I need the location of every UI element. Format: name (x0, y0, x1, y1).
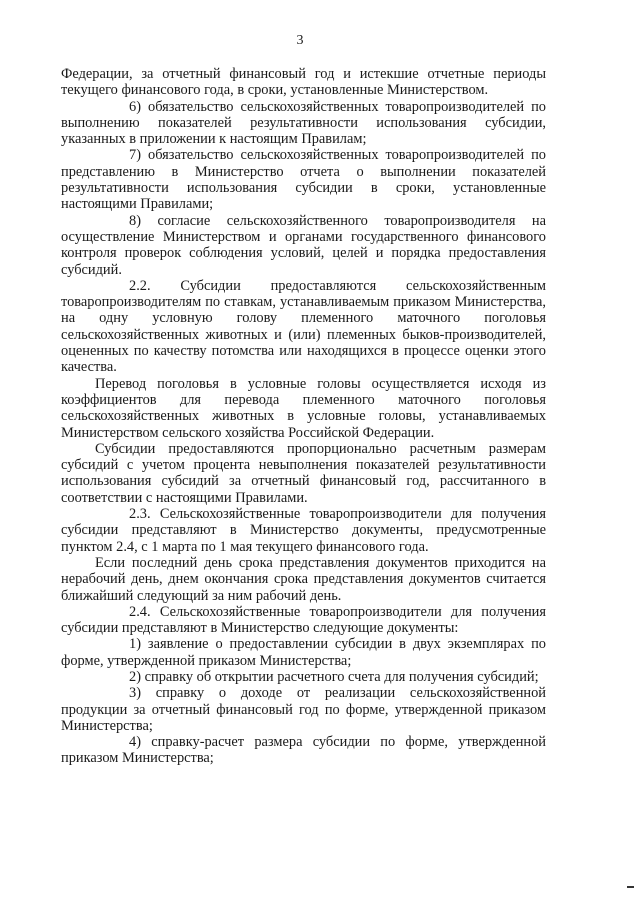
paragraph (61, 555, 546, 604)
list-item (61, 99, 546, 148)
list-item (61, 669, 546, 685)
item-number: 8) (129, 212, 141, 229)
item-text: справку о доходе от реализации сельскохозяйственной продукции за отчетный финансовый год по форме, утвержденной приказом Министерства; (61, 685, 546, 734)
item-number: 2) (129, 668, 141, 685)
list-item (61, 147, 546, 212)
clause-text: Сельскохозяйственные товаропроизводители для получения субсидии представляют в Министерство следующие документы: (61, 603, 546, 637)
clause (61, 278, 546, 376)
paragraph (61, 66, 546, 99)
item-number: 7) (129, 147, 141, 164)
item-number: 3) (129, 685, 141, 702)
clause (61, 604, 546, 637)
paragraph-text: Перевод поголовья в условные головы осуществляется исходя из коэффициентов для перевода племенного маточного поголовья сельскохозяйственных животных в условные головы, устанавливаемых Министерством сельского хозяйства Российской Федерации. (61, 375, 546, 441)
item-text: справку-расчет размера субсидии по форме, утвержденной приказом Министерства; (61, 734, 546, 767)
paragraph-text: Федерации, за отчетный финансовый год и истекшие отчетные периоды текущего финансового года, в сроки, установленные Министерством. (61, 66, 546, 99)
clause-number: 2.2. (129, 277, 151, 294)
list-item (61, 685, 546, 734)
item-text: обязательство сельскохозяйственных товаропроизводителей по выполнению показателей результативности использования субсидии, указанных в приложении к настоящим Правилам; (61, 98, 546, 148)
paragraph-text: Субсидии предоставляются пропорционально расчетным размерам субсидий с учетом процента невыполнения показателей результативности использования субсидий за отчетный финансовый год, рассчитанного в соответствии с настоящими Правилами. (61, 440, 546, 506)
item-text: согласие сельскохозяйственного товаропроизводителя на осуществление Министерством и органами государственного финансового контроля проверок соблюдения условий, целей и порядка предоставления субсидий. (61, 212, 546, 278)
paragraph-text: Если последний день срока представления документов приходится на нерабочий день, днем окончания срока представления документов считается ближайший следующий за ним рабочий день. (61, 554, 546, 604)
document-body (61, 66, 546, 767)
scan-edge-mark (627, 886, 634, 888)
list-item (61, 213, 546, 278)
clause (61, 506, 546, 555)
paragraph (61, 376, 546, 441)
item-number: 4) (129, 734, 141, 751)
clause-text: Сельскохозяйственные товаропроизводители для получения субсидии представляют в Министерство документы, предусмотренные пунктом 2.4, с 1 марта по 1 мая текущего финансового года. (61, 506, 546, 555)
item-text: обязательство сельскохозяйственных товаропроизводителей по представлению в Министерство отчета о выполнении показателей результативности использования субсидии в сроки, установленные настоящими Правилами; (61, 147, 546, 213)
list-item (61, 636, 546, 669)
clause-number: 2.3. (129, 506, 151, 523)
item-number: 1) (129, 636, 141, 653)
item-text: справку об открытии расчетного счета для получения субсидий; (144, 668, 539, 685)
item-text: заявление о предоставлении субсидии в двух экземплярах по форме, утвержденной приказом Министерства; (61, 636, 546, 669)
page-number: 3 (296, 33, 304, 48)
item-number: 6) (129, 98, 141, 115)
paragraph (61, 441, 546, 506)
clause-number: 2.4. (129, 603, 151, 620)
list-item (61, 734, 546, 767)
clause-text: Субсидии предоставляются сельскохозяйственным товаропроизводителям по ставкам, устанавливаемым приказом Министерства, на одну условную голову племенного маточного поголовья сельскохозяйственных животных и (или) племенных быков-производителей, оцененных по качеству потомства или находящихся в процессе оценки этого качества. (61, 277, 546, 376)
